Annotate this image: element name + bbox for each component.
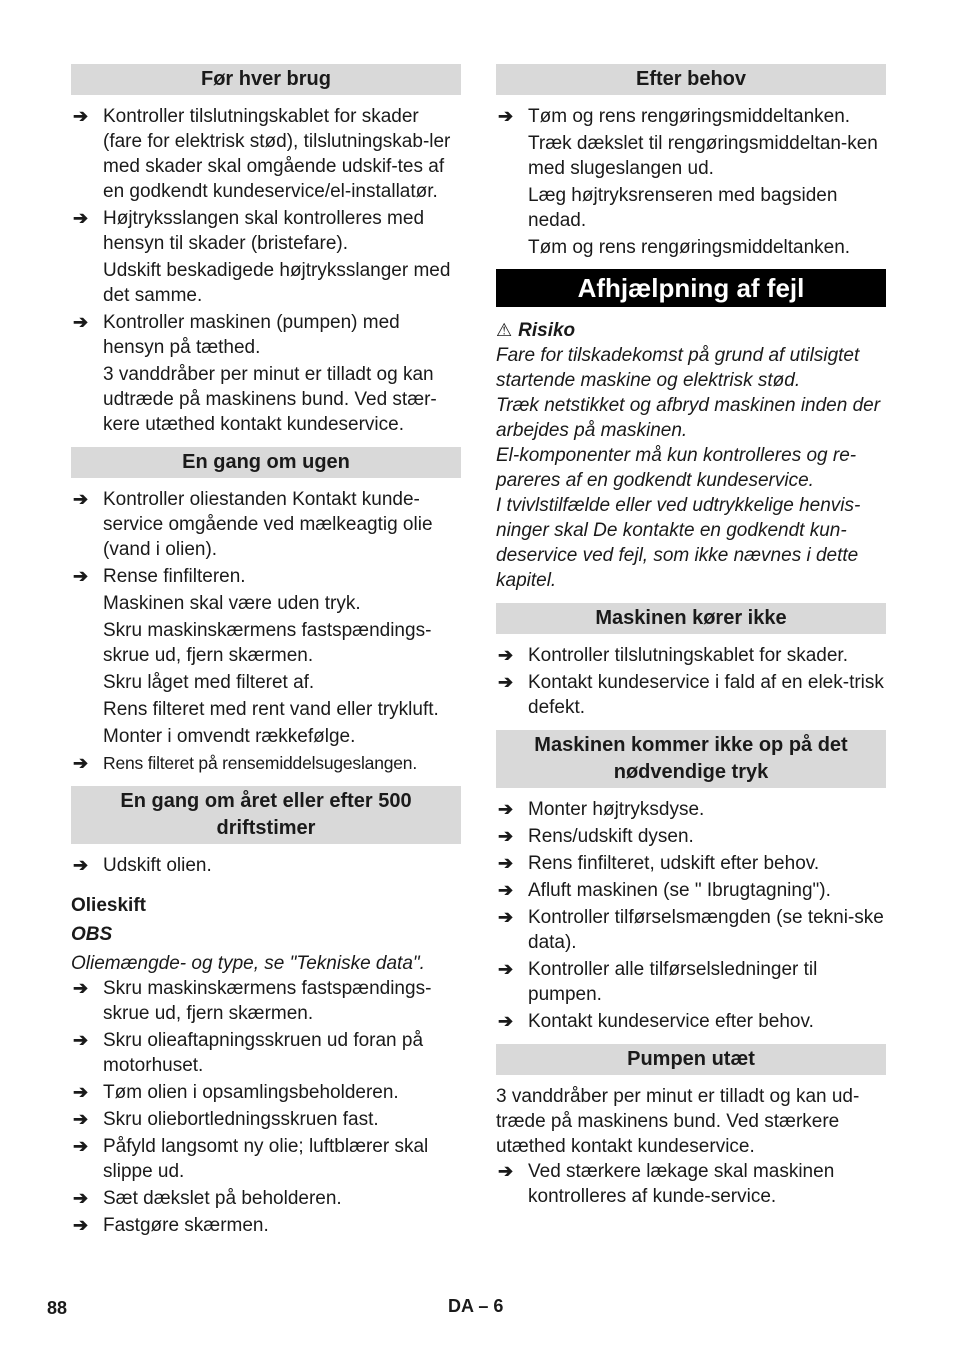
risk-label: Risiko [518,320,576,341]
arrow-right-icon: ➔ [498,853,514,873]
risk-line-2: Træk netstikket og afbryd maskinen inden der arbejdes på maskinen. [496,395,881,441]
arrow-right-icon: ➔ [498,1011,514,1031]
arrow-right-icon: ➔ [73,1030,89,1050]
bullet-item [71,1080,461,1105]
list-as-needed [496,104,886,260]
bullet-item [496,797,886,822]
arrow-right-icon: ➔ [73,566,89,586]
arrow-right-icon: ➔ [73,753,89,773]
item-text: Udskift beskadigede højtryksslanger med det samme. [103,260,451,306]
bullet-item [71,1134,461,1184]
item-text: Rense finfilteren. [103,566,246,587]
heading-before-each-use: Før hver brug [71,64,461,95]
item-text: Rens/udskift dysen. [528,826,694,847]
bullet-item [71,310,461,360]
continuation-text [71,697,461,722]
bullet-item [496,878,886,903]
item-text: Kontroller oliestanden Kontakt kunde-service omgående ved mælkeagtig olie (vand i olien). [103,489,433,560]
bullet-item [496,670,886,720]
arrow-right-icon: ➔ [73,1082,89,1102]
bullet-item [71,487,461,562]
bullet-item [71,1107,461,1132]
bullet-item [71,853,461,878]
heading-as-needed: Efter behov [496,64,886,95]
item-text: Afluft maskinen (se " Ibrugtagning"). [528,880,831,901]
arrow-right-icon: ➔ [498,645,514,665]
list-before-each-use [71,104,461,437]
list-machine-not-running [496,643,886,720]
item-text: 3 vanddråber per minut er tilladt og kan udtræde på maskinens bund. Ved stær-kere utæthed kontakt kundeservice. [103,364,437,435]
item-text: Skru oliebortledningsskruen fast. [103,1109,379,1130]
list-once-a-week [71,487,461,776]
arrow-right-icon: ➔ [73,106,89,126]
list-pump-leaking [496,1159,886,1209]
bullet-item [496,1159,886,1209]
item-text: Kontroller tilslutningskablet for skader. [528,645,848,666]
arrow-right-icon: ➔ [498,672,514,692]
risk-line-1: Fare for tilskadekomst på grund af utilsigtet startende maskine og elektrisk stød. [496,345,860,391]
bullet-item [71,564,461,589]
risk-line-4: I tvivlstilfælde eller ved udtrykkelige henvis-ninger skal De kontakte en godkendt kun-deservice ved fejl, som ikke nævnes i dette kapitel. [496,495,861,591]
bullet-item [71,104,461,204]
item-text: Læg højtryksrenseren med bagsiden nedad. [528,185,838,231]
item-text: Kontakt kundeservice i fald af en elek-trisk defekt. [528,672,884,718]
heading-once-a-week: En gang om ugen [71,447,461,478]
heading-machine-not-running: Maskinen kører ikke [496,603,886,634]
arrow-right-icon: ➔ [498,826,514,846]
item-text: Skru låget med filteret af. [103,672,315,693]
item-text: Fastgøre skærmen. [103,1215,269,1236]
continuation-text [71,670,461,695]
bullet-item [71,1186,461,1211]
item-text: Maskinen skal være uden tryk. [103,593,361,614]
bullet-item [496,905,886,955]
arrow-right-icon: ➔ [498,106,514,126]
arrow-right-icon: ➔ [498,907,514,927]
item-text: Sæt dækslet på beholderen. [103,1188,342,1209]
page-number: 88 [47,1298,68,1318]
list-no-pressure [496,797,886,1034]
item-text: Kontroller maskinen (pumpen) med hensyn på tæthed. [103,312,400,358]
arrow-right-icon: ➔ [73,1215,89,1235]
risk-title [496,318,886,343]
item-text: Monter i omvendt rækkefølge. [103,726,356,747]
item-text: Rens finfilteret, udskift efter behov. [528,853,820,874]
bullet-item [71,206,461,256]
bullet-item [496,824,886,849]
arrow-right-icon: ➔ [73,312,89,332]
arrow-right-icon: ➔ [73,978,89,998]
arrow-right-icon: ➔ [73,855,89,875]
left-column [71,64,461,1238]
heading-once-a-year: En gang om året eller efter 500 driftstimer [71,786,461,844]
arrow-right-icon: ➔ [498,799,514,819]
item-text: Rens filteret på rensemiddelsugeslangen. [103,753,417,773]
item-text: Højtryksslangen skal kontrolleres med hensyn til skader (bristefare). [103,208,425,254]
continuation-text [71,591,461,616]
continuation-text [71,724,461,749]
arrow-right-icon: ➔ [498,959,514,979]
continuation-text [496,235,886,260]
arrow-right-icon: ➔ [73,1188,89,1208]
bullet-item [496,104,886,129]
item-text: Skru maskinskærmens fastspændings-skrue ud, fjern skærmen. [103,620,432,666]
arrow-right-icon: ➔ [73,489,89,509]
bullet-item [496,643,886,668]
arrow-right-icon: ➔ [498,1161,514,1181]
item-text: Udskift olien. [103,855,212,876]
continuation-text [71,362,461,437]
item-text: Tøm olien i opsamlingsbeholderen. [103,1082,399,1103]
item-text: Monter højtryksdyse. [528,799,705,820]
continuation-text [496,131,886,181]
item-text: Kontroller alle tilførselsledninger til pumpen. [528,959,818,1005]
item-text: Rens filteret med rent vand eller trykluft. [103,699,439,720]
bullet-item [496,957,886,1007]
right-column [496,64,886,1209]
item-text: Ved stærkere lækage skal maskinen kontrolleres af kunde-service. [528,1161,835,1207]
bullet-item [496,851,886,876]
arrow-right-icon: ➔ [73,208,89,228]
bullet-item [71,976,461,1026]
item-text: Tøm og rens rengøringsmiddeltanken. [528,237,851,258]
oil-change-subheading: Olieskift [71,895,146,916]
oil-note: Oliemængde- og type, se "Tekniske data". [71,953,425,974]
bullet-item [71,1028,461,1078]
pump-leak-paragraph: 3 vanddråber per minut er tilladt og kan ud-træde på maskinens bund. Ved stærkere utæthed kontakt kundeservice. [496,1086,860,1157]
bullet-item [496,1009,886,1034]
bullet-item [71,751,461,776]
list-oil-change [71,976,461,1238]
arrow-right-icon: ➔ [498,880,514,900]
bullet-item [71,1213,461,1238]
heading-pump-leaking: Pumpen utæt [496,1044,886,1075]
item-text: Træk dækslet til rengøringsmiddeltan-ken med slugeslangen ud. [528,133,878,179]
item-text: Tøm og rens rengøringsmiddeltanken. [528,106,851,127]
heading-no-pressure: Maskinen kommer ikke op på det nødvendige tryk [496,730,886,788]
arrow-right-icon: ➔ [73,1136,89,1156]
warning-triangle-icon: ⚠ [496,320,513,340]
item-text: Kontroller tilslutningskablet for skader (fare for elektrisk stød), tilslutningskab-ler med skader skal omgående udskif-tes af en godkendt kundeservice/el-installatør. [103,106,451,202]
continuation-text [71,258,461,308]
list-once-a-year [71,853,461,878]
troubleshooting-banner: Afhjælpning af fejl [496,269,886,307]
continuation-text [496,183,886,233]
obs-label: OBS [71,924,113,945]
item-text: Skru maskinskærmens fastspændings-skrue ud, fjern skærmen. [103,978,432,1024]
item-text: Skru olieaftapningsskruen ud foran på motorhuset. [103,1030,424,1076]
item-text: Påfyld langsomt ny olie; luftblærer skal slippe ud. [103,1136,429,1182]
item-text: Kontroller tilførselsmængden (se tekni-ske data). [528,907,884,953]
risk-line-3: El-komponenter må kun kontrolleres og re-pareres af en godkendt kundeservice. [496,445,857,491]
item-text: Kontakt kundeservice efter behov. [528,1011,814,1032]
arrow-right-icon: ➔ [73,1109,89,1129]
section-label: DA – 6 [448,1296,504,1316]
continuation-text [71,618,461,668]
